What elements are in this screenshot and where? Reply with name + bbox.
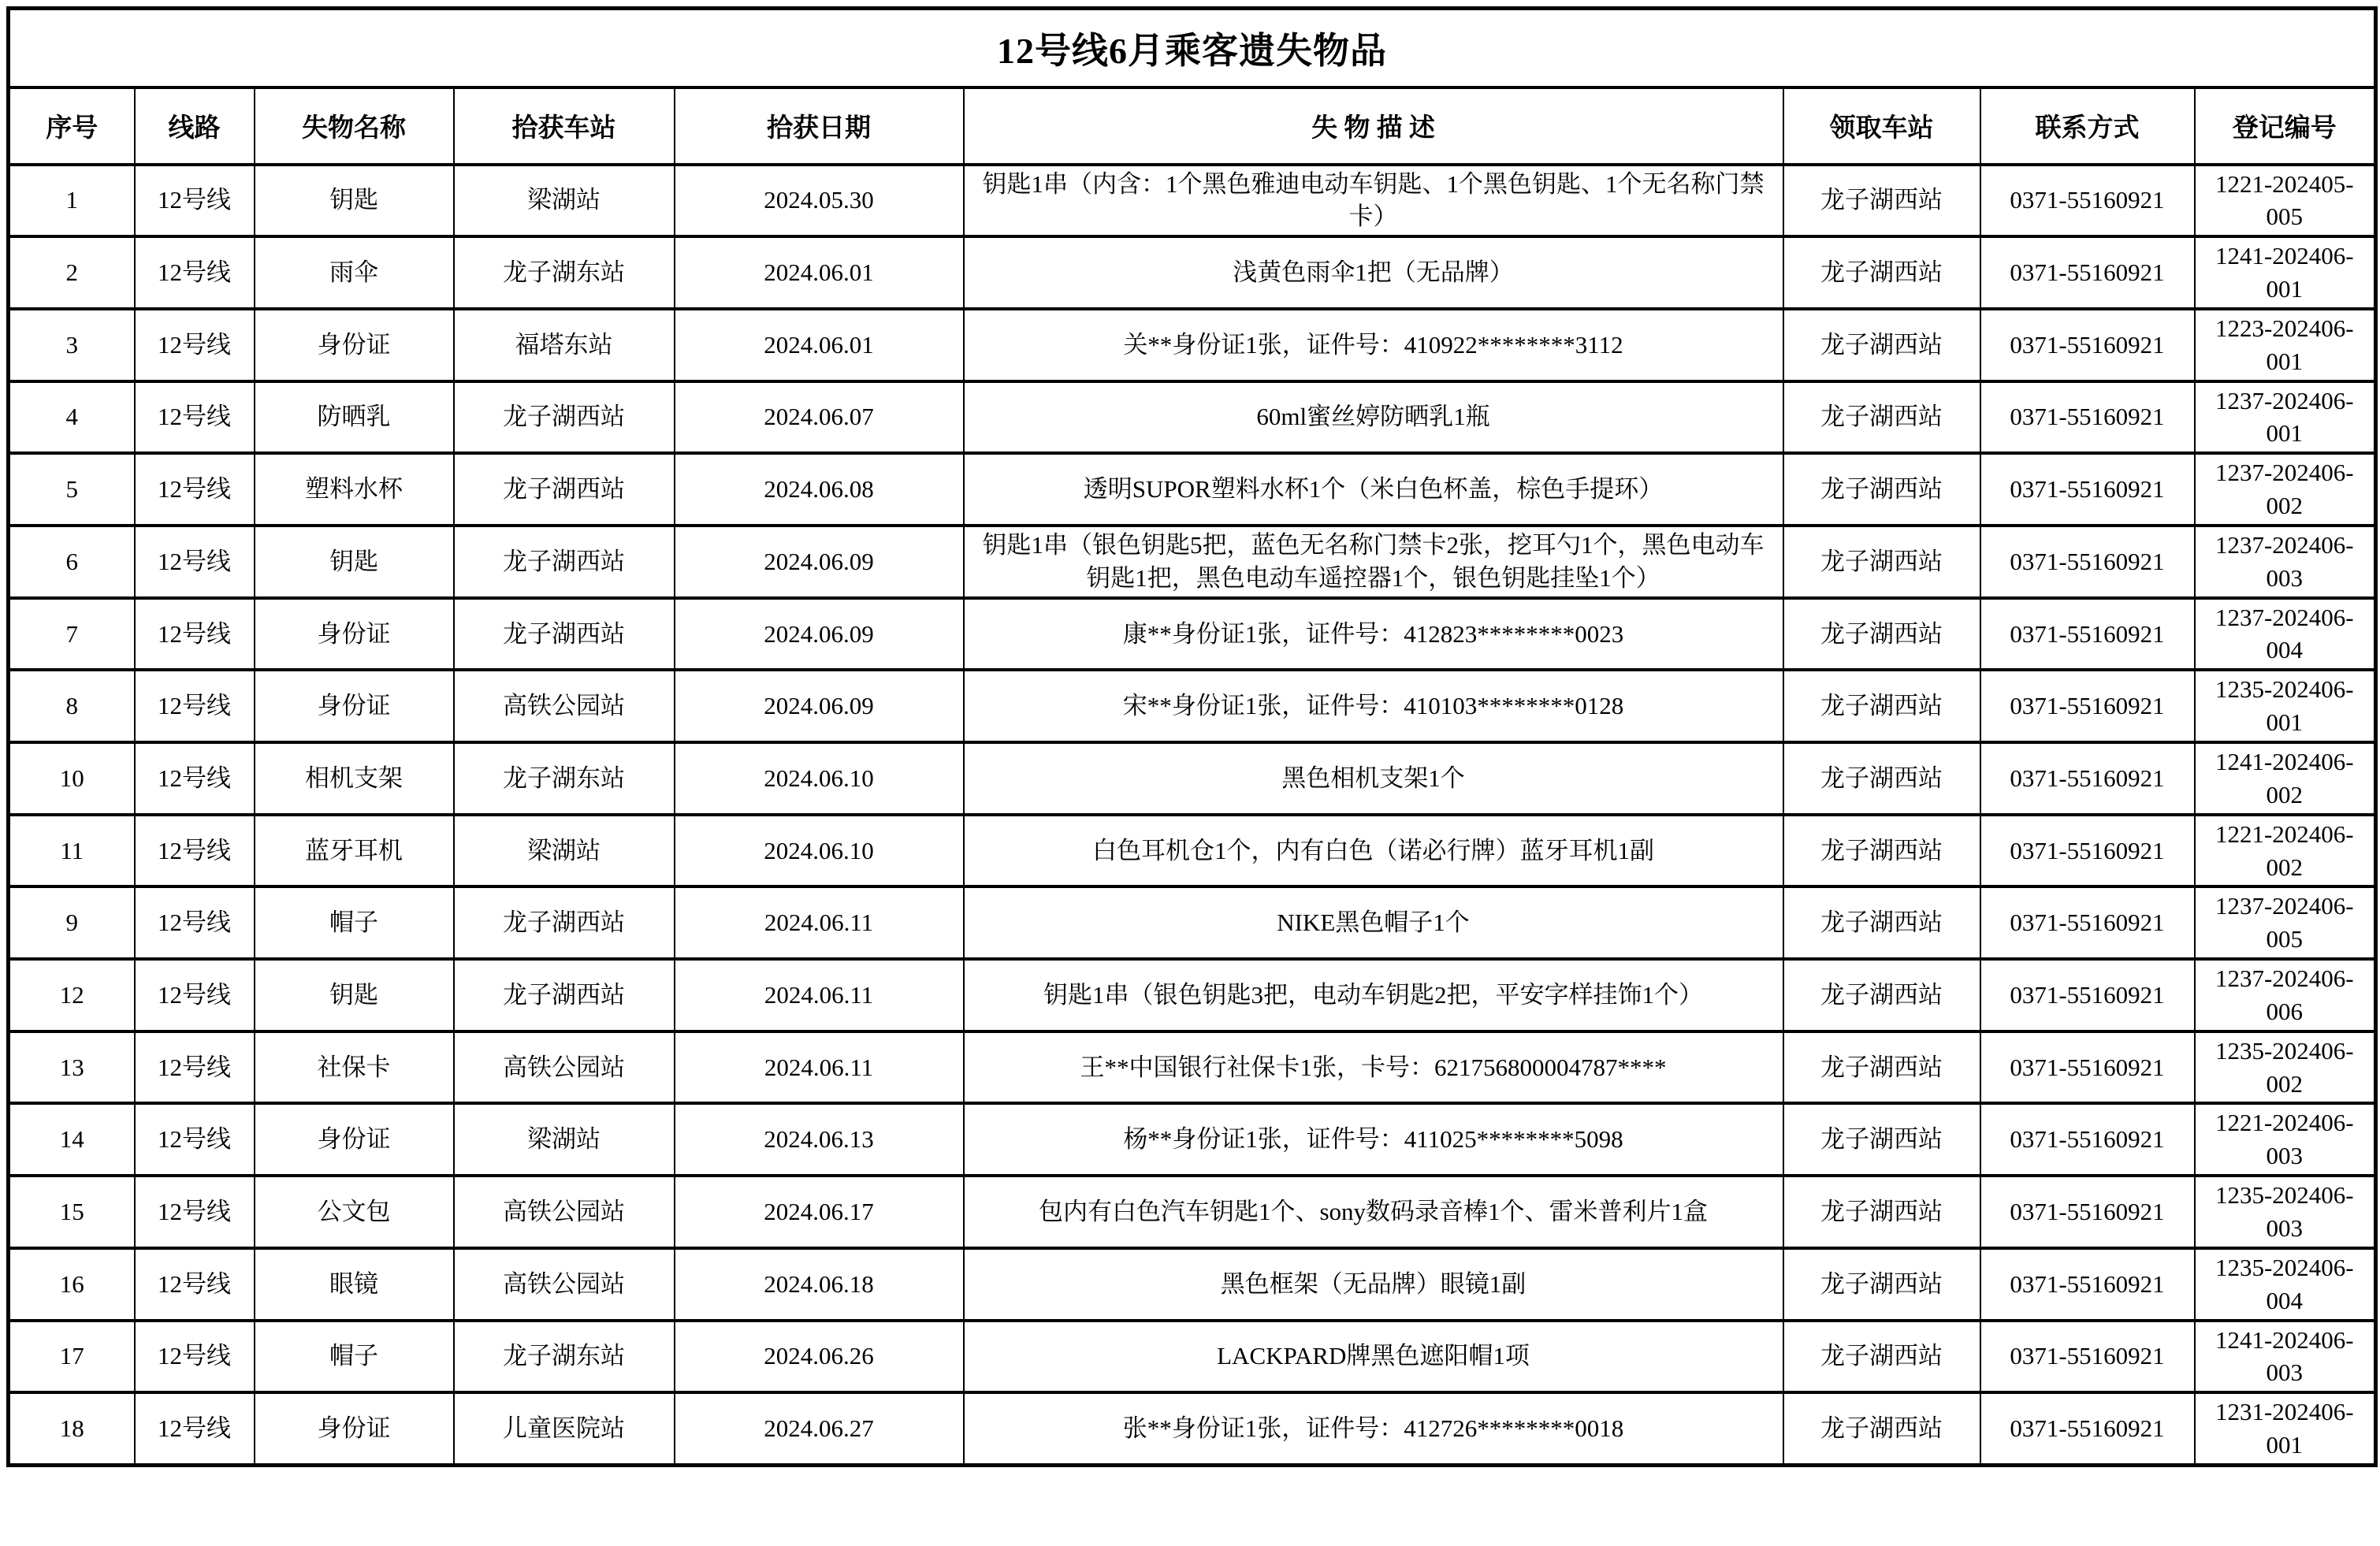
table-row (9, 1248, 2376, 1321)
cell-seq: 12 (9, 959, 135, 1031)
cell-reg-number: 1241-202406-003 (2195, 1321, 2376, 1393)
cell-contact: 0371-55160921 (1980, 598, 2195, 671)
table-row (9, 1103, 2376, 1176)
cell-seq: 18 (9, 1392, 135, 1465)
table-body (9, 165, 2376, 1466)
cell-found-station: 龙子湖西站 (454, 886, 675, 959)
table-row (9, 381, 2376, 454)
cell-item-name: 雨伞 (255, 236, 454, 309)
cell-description: 宋**身份证1张，证件号：410103********0128 (964, 670, 1783, 742)
table-row (9, 1321, 2376, 1393)
cell-reg-number: 1241-202406-001 (2195, 236, 2376, 309)
cell-line: 12号线 (135, 959, 255, 1031)
cell-found-station: 梁湖站 (454, 165, 675, 237)
cell-reg-number: 1221-202406-003 (2195, 1103, 2376, 1176)
cell-reg-number: 1223-202406-001 (2195, 309, 2376, 381)
cell-item-name: 帽子 (255, 1321, 454, 1393)
cell-description: 钥匙1串（内含：1个黑色雅迪电动车钥匙、1个黑色钥匙、1个无名称门禁卡） (964, 165, 1783, 237)
cell-pickup-station: 龙子湖西站 (1783, 1321, 1980, 1393)
cell-seq: 5 (9, 453, 135, 526)
cell-line: 12号线 (135, 453, 255, 526)
cell-contact: 0371-55160921 (1980, 236, 2195, 309)
cell-contact: 0371-55160921 (1980, 1103, 2195, 1176)
cell-found-station: 儿童医院站 (454, 1392, 675, 1465)
cell-contact: 0371-55160921 (1980, 815, 2195, 887)
table-row (9, 886, 2376, 959)
cell-line: 12号线 (135, 815, 255, 887)
cell-pickup-station: 龙子湖西站 (1783, 1176, 1980, 1248)
cell-description: 60ml蜜丝婷防晒乳1瓶 (964, 381, 1783, 454)
cell-item-name: 公文包 (255, 1176, 454, 1248)
title-row (9, 9, 2376, 87)
cell-found-date: 2024.06.13 (675, 1103, 964, 1176)
cell-found-station: 福塔东站 (454, 309, 675, 381)
page-title: 12号线6月乘客遗失物品 (9, 9, 2376, 87)
cell-item-name: 眼镜 (255, 1248, 454, 1321)
cell-reg-number: 1221-202405-005 (2195, 165, 2376, 237)
cell-pickup-station: 龙子湖西站 (1783, 1103, 1980, 1176)
cell-item-name: 塑料水杯 (255, 453, 454, 526)
cell-found-station: 龙子湖西站 (454, 453, 675, 526)
cell-found-date: 2024.06.10 (675, 815, 964, 887)
cell-line: 12号线 (135, 742, 255, 815)
cell-contact: 0371-55160921 (1980, 381, 2195, 454)
cell-seq: 16 (9, 1248, 135, 1321)
cell-line: 12号线 (135, 165, 255, 237)
cell-seq: 6 (9, 526, 135, 598)
cell-pickup-station: 龙子湖西站 (1783, 815, 1980, 887)
cell-description: 康**身份证1张，证件号：412823********0023 (964, 598, 1783, 671)
cell-pickup-station: 龙子湖西站 (1783, 309, 1980, 381)
table-row (9, 598, 2376, 671)
table-row (9, 959, 2376, 1031)
cell-found-date: 2024.06.17 (675, 1176, 964, 1248)
cell-line: 12号线 (135, 1321, 255, 1393)
cell-reg-number: 1235-202406-004 (2195, 1248, 2376, 1321)
cell-pickup-station: 龙子湖西站 (1783, 886, 1980, 959)
cell-item-name: 相机支架 (255, 742, 454, 815)
cell-line: 12号线 (135, 526, 255, 598)
cell-found-station: 梁湖站 (454, 815, 675, 887)
cell-found-date: 2024.06.09 (675, 670, 964, 742)
cell-found-date: 2024.06.11 (675, 886, 964, 959)
cell-contact: 0371-55160921 (1980, 1321, 2195, 1393)
table-row (9, 742, 2376, 815)
cell-item-name: 钥匙 (255, 959, 454, 1031)
cell-seq: 10 (9, 742, 135, 815)
cell-item-name: 身份证 (255, 598, 454, 671)
cell-line: 12号线 (135, 598, 255, 671)
cell-reg-number: 1231-202406-001 (2195, 1392, 2376, 1465)
cell-line: 12号线 (135, 1103, 255, 1176)
cell-line: 12号线 (135, 236, 255, 309)
table-row (9, 1176, 2376, 1248)
cell-reg-number: 1237-202406-004 (2195, 598, 2376, 671)
cell-pickup-station: 龙子湖西站 (1783, 165, 1980, 237)
cell-found-station: 龙子湖西站 (454, 959, 675, 1031)
header-cell-reg-number: 登记编号 (2195, 87, 2376, 165)
cell-contact: 0371-55160921 (1980, 1031, 2195, 1104)
cell-found-date: 2024.06.07 (675, 381, 964, 454)
cell-seq: 13 (9, 1031, 135, 1104)
cell-contact: 0371-55160921 (1980, 1176, 2195, 1248)
header-row (9, 87, 2376, 165)
header-cell-seq: 序号 (9, 87, 135, 165)
cell-reg-number: 1241-202406-002 (2195, 742, 2376, 815)
cell-found-date: 2024.06.09 (675, 526, 964, 598)
cell-found-station: 高铁公园站 (454, 1031, 675, 1104)
cell-contact: 0371-55160921 (1980, 526, 2195, 598)
table-row (9, 453, 2376, 526)
cell-line: 12号线 (135, 1392, 255, 1465)
cell-found-date: 2024.06.08 (675, 453, 964, 526)
cell-contact: 0371-55160921 (1980, 959, 2195, 1031)
cell-contact: 0371-55160921 (1980, 309, 2195, 381)
cell-reg-number: 1237-202406-002 (2195, 453, 2376, 526)
cell-description: 包内有白色汽车钥匙1个、sony数码录音棒1个、雷米普利片1盒 (964, 1176, 1783, 1248)
cell-item-name: 社保卡 (255, 1031, 454, 1104)
cell-seq: 9 (9, 886, 135, 959)
cell-found-date: 2024.05.30 (675, 165, 964, 237)
cell-seq: 8 (9, 670, 135, 742)
cell-reg-number: 1235-202406-001 (2195, 670, 2376, 742)
cell-line: 12号线 (135, 1248, 255, 1321)
cell-description: 黑色框架（无品牌）眼镜1副 (964, 1248, 1783, 1321)
cell-pickup-station: 龙子湖西站 (1783, 1031, 1980, 1104)
cell-found-date: 2024.06.10 (675, 742, 964, 815)
table-row (9, 309, 2376, 381)
cell-pickup-station: 龙子湖西站 (1783, 598, 1980, 671)
cell-description: 王**中国银行社保卡1张，卡号：621756800004787**** (964, 1031, 1783, 1104)
cell-reg-number: 1237-202406-001 (2195, 381, 2376, 454)
cell-item-name: 身份证 (255, 1392, 454, 1465)
header-cell-pickup-station: 领取车站 (1783, 87, 1980, 165)
header-cell-found-station: 拾获车站 (454, 87, 675, 165)
cell-item-name: 蓝牙耳机 (255, 815, 454, 887)
cell-found-date: 2024.06.26 (675, 1321, 964, 1393)
cell-pickup-station: 龙子湖西站 (1783, 526, 1980, 598)
cell-description: 钥匙1串（银色钥匙5把，蓝色无名称门禁卡2张，挖耳勺1个，黑色电动车钥匙1把，黑色电动车遥控器1个，银色钥匙挂坠1个） (964, 526, 1783, 598)
cell-pickup-station: 龙子湖西站 (1783, 742, 1980, 815)
cell-item-name: 身份证 (255, 670, 454, 742)
cell-seq: 7 (9, 598, 135, 671)
table-row (9, 1392, 2376, 1465)
cell-seq: 3 (9, 309, 135, 381)
cell-seq: 1 (9, 165, 135, 237)
cell-description: 白色耳机仓1个，内有白色（诺必行牌）蓝牙耳机1副 (964, 815, 1783, 887)
cell-seq: 2 (9, 236, 135, 309)
cell-item-name: 帽子 (255, 886, 454, 959)
cell-found-station: 高铁公园站 (454, 1248, 675, 1321)
cell-reg-number: 1237-202406-003 (2195, 526, 2376, 598)
cell-contact: 0371-55160921 (1980, 1392, 2195, 1465)
cell-seq: 11 (9, 815, 135, 887)
cell-found-date: 2024.06.09 (675, 598, 964, 671)
cell-pickup-station: 龙子湖西站 (1783, 453, 1980, 526)
cell-found-station: 龙子湖东站 (454, 742, 675, 815)
cell-pickup-station: 龙子湖西站 (1783, 670, 1980, 742)
header-cell-found-date: 拾获日期 (675, 87, 964, 165)
cell-description: NIKE黑色帽子1个 (964, 886, 1783, 959)
cell-description: 关**身份证1张，证件号：410922********3112 (964, 309, 1783, 381)
cell-item-name: 钥匙 (255, 526, 454, 598)
table-row (9, 165, 2376, 237)
cell-seq: 14 (9, 1103, 135, 1176)
table-row (9, 815, 2376, 887)
cell-pickup-station: 龙子湖西站 (1783, 1392, 1980, 1465)
cell-pickup-station: 龙子湖西站 (1783, 959, 1980, 1031)
cell-contact: 0371-55160921 (1980, 453, 2195, 526)
cell-contact: 0371-55160921 (1980, 742, 2195, 815)
cell-seq: 17 (9, 1321, 135, 1393)
cell-description: 杨**身份证1张，证件号：411025********5098 (964, 1103, 1783, 1176)
cell-item-name: 身份证 (255, 309, 454, 381)
cell-description: 透明SUPOR塑料水杯1个（米白色杯盖，棕色手提环） (964, 453, 1783, 526)
cell-item-name: 钥匙 (255, 165, 454, 237)
header-cell-item-name: 失物名称 (255, 87, 454, 165)
cell-description: LACKPARD牌黑色遮阳帽1项 (964, 1321, 1783, 1393)
header-cell-contact: 联系方式 (1980, 87, 2195, 165)
cell-line: 12号线 (135, 309, 255, 381)
cell-found-station: 高铁公园站 (454, 1176, 675, 1248)
cell-reg-number: 1237-202406-005 (2195, 886, 2376, 959)
cell-found-station: 龙子湖西站 (454, 526, 675, 598)
lost-items-table (6, 6, 2378, 1467)
cell-reg-number: 1235-202406-003 (2195, 1176, 2376, 1248)
cell-description: 浅黄色雨伞1把（无品牌） (964, 236, 1783, 309)
cell-found-date: 2024.06.11 (675, 959, 964, 1031)
cell-pickup-station: 龙子湖西站 (1783, 1248, 1980, 1321)
cell-found-date: 2024.06.01 (675, 309, 964, 381)
table-row (9, 670, 2376, 742)
cell-found-date: 2024.06.01 (675, 236, 964, 309)
cell-description: 黑色相机支架1个 (964, 742, 1783, 815)
cell-found-station: 龙子湖东站 (454, 1321, 675, 1393)
table-row (9, 236, 2376, 309)
cell-description: 钥匙1串（银色钥匙3把，电动车钥匙2把，平安字样挂饰1个） (964, 959, 1783, 1031)
cell-seq: 4 (9, 381, 135, 454)
cell-item-name: 防晒乳 (255, 381, 454, 454)
cell-found-date: 2024.06.18 (675, 1248, 964, 1321)
cell-pickup-station: 龙子湖西站 (1783, 236, 1980, 309)
cell-found-station: 梁湖站 (454, 1103, 675, 1176)
cell-found-station: 龙子湖西站 (454, 598, 675, 671)
cell-line: 12号线 (135, 1176, 255, 1248)
cell-contact: 0371-55160921 (1980, 165, 2195, 237)
cell-description: 张**身份证1张，证件号：412726********0018 (964, 1392, 1783, 1465)
cell-found-date: 2024.06.11 (675, 1031, 964, 1104)
cell-contact: 0371-55160921 (1980, 670, 2195, 742)
cell-line: 12号线 (135, 381, 255, 454)
cell-seq: 15 (9, 1176, 135, 1248)
cell-reg-number: 1237-202406-006 (2195, 959, 2376, 1031)
cell-contact: 0371-55160921 (1980, 886, 2195, 959)
header-cell-line: 线路 (135, 87, 255, 165)
table-row (9, 526, 2376, 598)
cell-found-station: 龙子湖东站 (454, 236, 675, 309)
cell-line: 12号线 (135, 670, 255, 742)
cell-reg-number: 1221-202406-002 (2195, 815, 2376, 887)
table-row (9, 1031, 2376, 1104)
cell-found-date: 2024.06.27 (675, 1392, 964, 1465)
cell-found-station: 高铁公园站 (454, 670, 675, 742)
cell-reg-number: 1235-202406-002 (2195, 1031, 2376, 1104)
cell-pickup-station: 龙子湖西站 (1783, 381, 1980, 454)
cell-line: 12号线 (135, 1031, 255, 1104)
cell-contact: 0371-55160921 (1980, 1248, 2195, 1321)
cell-found-station: 龙子湖西站 (454, 381, 675, 454)
cell-line: 12号线 (135, 886, 255, 959)
cell-item-name: 身份证 (255, 1103, 454, 1176)
header-cell-description: 失 物 描 述 (964, 87, 1783, 165)
